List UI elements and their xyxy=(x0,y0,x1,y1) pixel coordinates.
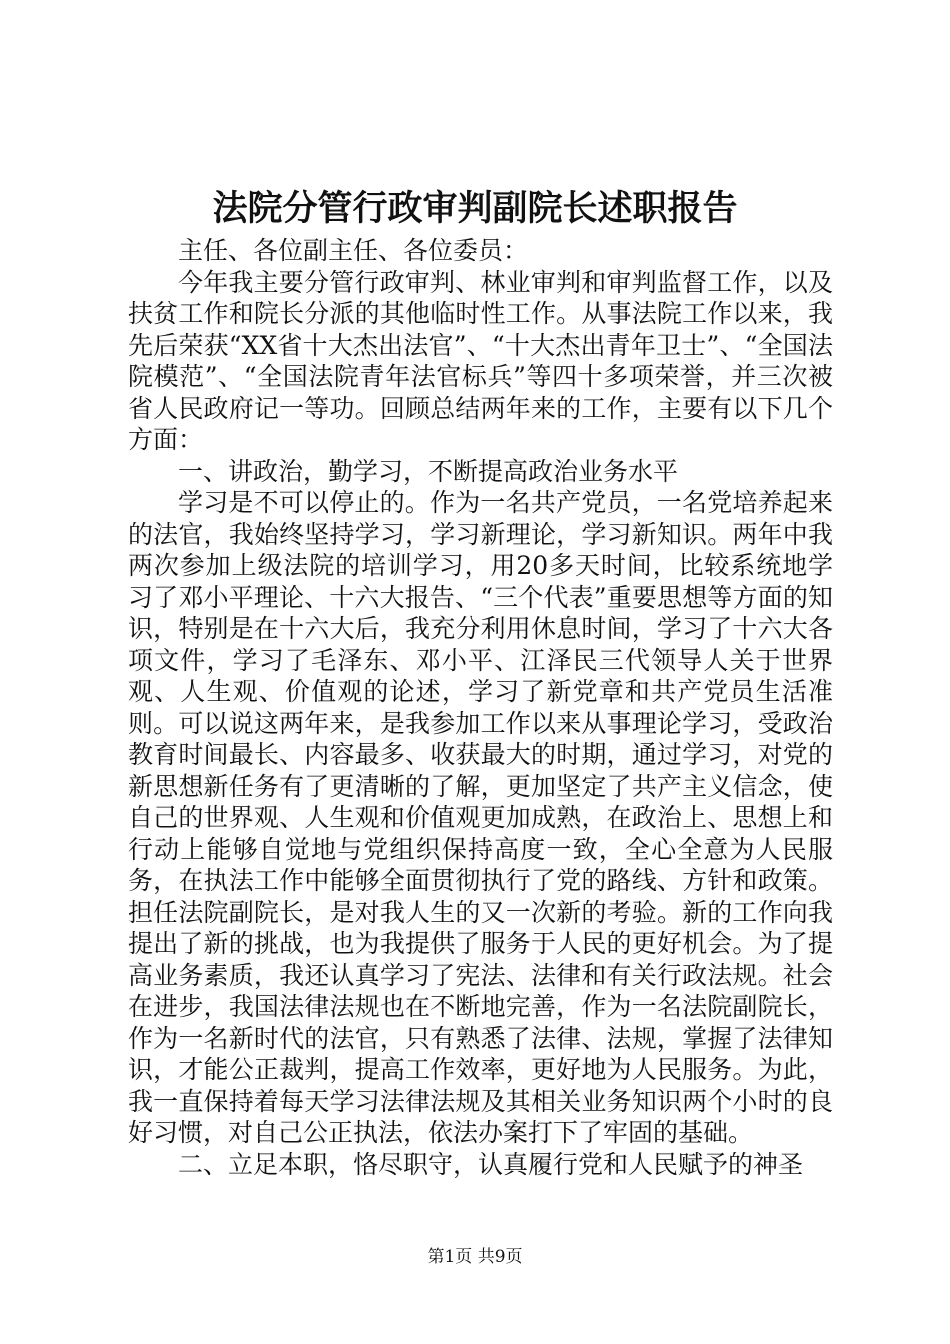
section-heading-1: 一、讲政治，勤学习，不断提高政治业务水平 xyxy=(178,456,679,486)
section-heading-2: 二、立足本职，恪尽职守，认真履行党和人民赋予的神圣 xyxy=(178,1149,804,1179)
document-title: 法院分管行政审判副院长述职报告 xyxy=(212,188,738,229)
document-body xyxy=(128,235,833,1180)
salutation-paragraph: 主任、各位副主任、各位委员： xyxy=(178,236,529,265)
intro-paragraph: 今年我主要分管行政审判、林业审判和审判监督工作，以及扶贫工作和院长分派的其他临时性工作。从事法院工作以来，我先后荣获“XX省十大杰出法官”、“十大杰出青年卫士”、“全国法院模范”、“全国法院青年法官标兵”等四十多项荣誉，并三次被省人民政府记一等功。回顾总结两年来的工作，主要有以下几个方面： xyxy=(128,267,833,454)
page-footer: 第1页 共9页 xyxy=(427,1247,523,1267)
section-1-paragraph: 学习是不可以停止的。作为一名共产党员，一名党培养起来的法官，我始终坚持学习，学习新理论，学习新知识。两年中我两次参加上级法院的培训学习，用20多天时间，比较系统地学习了邓小平理论、十六大报告、“三个代表”重要思想等方面的知识，特别是在十六大后，我充分利用休息时间，学习了十六大各项文件，学习了毛泽东、邓小平、江泽民三代领导人关于世界观、人生观、价值观的论述，学习了新党章和共产党员生活准则。可以说这两年来，是我参加工作以来从事理论学习，受政治教育时间最长、内容最多、收获最大的时期，通过学习，对党的新思想新任务有了更清晰的了解，更加坚定了共产主义信念，使自己的世界观、人生观和价值观更加成熟，在政治上、思想上和行动上能够自觉地与党组织保持高度一致，全心全意为人民服务，在执法工作中能够全面贯彻执行了党的路线、方针和政策。担任法院副院长，是对我人生的又一次新的考验。新的工作向我提出了新的挑战，也为我提供了服务于人民的更好机会。为了提高业务素质，我还认真学习了宪法、法律和有关行政法规。社会在进步，我国法律法规也在不断地完善，作为一名法院副院长，作为一名新时代的法官，只有熟悉了法律、法规，掌握了法律知识，才能公正裁判，提高工作效率，更好地为人民服务。为此，我一直保持着每天学习法律法规及其相关业务知识两个小时的良好习惯，对自己公正执法，依法办案打下了牢固的基础。 xyxy=(128,488,833,1147)
